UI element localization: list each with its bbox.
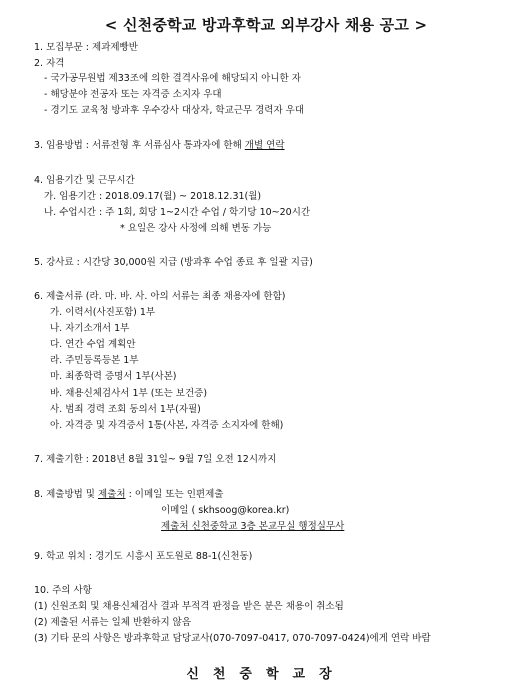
- submission-method: : 이메일 또는 인편제출: [125, 489, 224, 500]
- document-item: 사. 범죄 경력 조회 동의서 1부(자필): [50, 404, 201, 415]
- submission-label: 8. 제출방법 및: [34, 489, 99, 500]
- submission-place-label: 제출처: [98, 489, 126, 500]
- document-item: 아. 자격증 및 자격증서 1통(사본, 자격증 소지자에 한해): [50, 420, 284, 431]
- qualification-item: - 국가공무원법 제33조에 의한 결격사유에 해당되지 아니한 자: [44, 73, 301, 84]
- document-title: < 신천중학교 방과후학교 외부강사 채용 공고 >: [104, 16, 428, 34]
- document-item: 나. 자기소개서 1부: [50, 323, 130, 334]
- qualification-item: - 경기도 교육청 방과후 우수강사 대상자, 학교근무 경력자 우대: [44, 105, 305, 116]
- document-item: 바. 채용신체검사서 1부 (또는 보건증): [50, 388, 208, 399]
- principal-signature: 신천중학교장: [186, 667, 346, 682]
- document-item: 라. 주민등록등본 1부: [50, 355, 139, 366]
- document-item: 다. 연간 수업 계획안: [50, 339, 136, 350]
- notice-item: (1) 신원조회 및 채용신체검사 결과 부적격 판정을 받은 분은 채용이 취소됨: [34, 601, 344, 612]
- section-period-heading: 4. 임용기간 및 근무시간: [34, 175, 135, 186]
- submission-email: 이메일 ( skhsoog@korea.kr): [161, 505, 290, 516]
- period-term: 가. 임용기간 : 2018.09.17(월) ~ 2018.12.31(월): [44, 191, 262, 202]
- section-fee: 5. 강사료 : 시간당 30,000원 지급 (방과후 수업 종료 후 일괄 지급): [34, 257, 313, 268]
- qualification-item: - 해당분야 전공자 또는 자격증 소지자 우대: [44, 89, 222, 100]
- appointment-method-emphasis: 개별 연락: [244, 140, 285, 151]
- section-recruit-field: 1. 모집부문 : 제과제빵반: [34, 42, 138, 53]
- document-item: 가. 이력서(사진포함) 1부: [50, 307, 156, 318]
- period-class-hours: 나. 수업시간 : 주 1회, 회당 1~2시간 수업 / 학기당 10~20시간: [44, 207, 311, 218]
- section-documents-heading: 6. 제출서류 (라. 마. 바. 사. 아의 서류는 최종 채용자에 한함): [34, 291, 286, 302]
- document-item: 마. 최종학력 증명서 1부(사본): [50, 371, 177, 382]
- section-location: 9. 학교 위치 : 경기도 시흥시 포도원로 88-1(신천동): [34, 551, 253, 562]
- period-note: * 요일은 강사 사정에 의해 변동 가능: [120, 223, 272, 234]
- submission-office: 제출처 신천중학교 3층 본교무실 행정실무사: [161, 521, 345, 532]
- notice-item: (3) 기타 문의 사항은 방과후학교 담당교사(070-7097-0417, 070-7097-0424)에게 연락 바람: [34, 633, 431, 644]
- appointment-method-text: 3. 임용방법 : 서류전형 후 서류심사 통과자에 한해: [34, 140, 245, 151]
- section-appointment-method: [34, 140, 285, 152]
- section-deadline: 7. 제출기한 : 2018년 8월 31일~ 9월 7일 오전 12시까지: [34, 454, 277, 465]
- section-submission: [34, 489, 223, 501]
- notice-item: (2) 제출된 서류는 일체 반환하지 않음: [34, 617, 192, 628]
- section-notice-heading: 10. 주의 사항: [34, 585, 92, 596]
- section-qualification-heading: 2. 자격: [34, 58, 65, 69]
